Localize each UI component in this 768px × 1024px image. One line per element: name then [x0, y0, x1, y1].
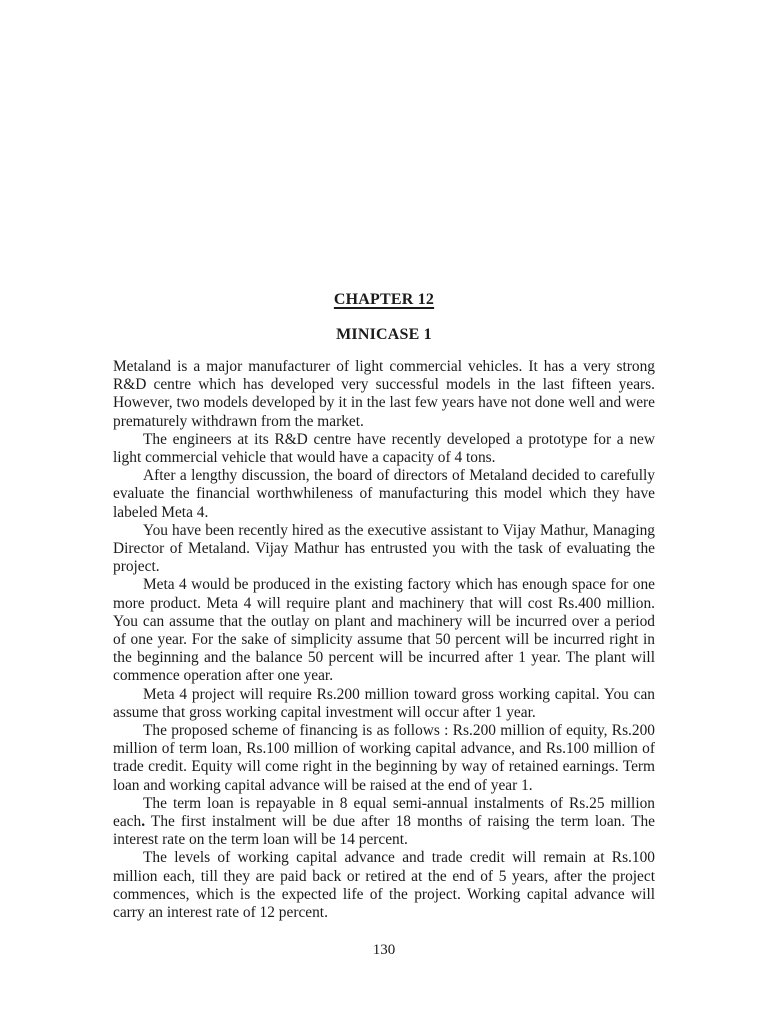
- paragraph: [113, 467, 655, 522]
- paragraph-text-run: The levels of working capital advance and trade credit will remain at Rs.100 million each, till they are paid back or retired at the end of 5 years, after the project commences, which is the expected life of the project. Working capital advance will carry an interest rate of 12 percent.: [113, 849, 655, 922]
- paragraph-text-run: Meta 4 project will require Rs.200 million toward gross working capital. You can assume that gross working capital investment will occur after 1 year.: [113, 685, 655, 721]
- body-paragraphs: [113, 358, 655, 922]
- paragraph-text-run: .: [141, 813, 146, 831]
- paragraph-text-run: Meta 4 would be produced in the existing factory which has enough space for one more product. Meta 4 will require plant and machinery that will cost Rs.400 million. You can assume that the outlay on plant and machinery will be incurred over a period of one year. For the sake of simplicity assume that 50 percent will be incurred right in the beginning and the balance 50 percent will be incurred after 1 year. The plant will commence operation after one year.: [113, 576, 655, 685]
- paragraph: [113, 686, 655, 722]
- paragraph: [113, 849, 655, 922]
- paragraph-text-run: After a lengthy discussion, the board of directors of Metaland decided to carefully evaluate the financial worthwhileness of manufacturing this model which they have labeled Meta 4.: [113, 467, 655, 521]
- page-number: 130: [372, 942, 396, 958]
- paragraph: [113, 722, 655, 795]
- paragraph: [113, 522, 655, 577]
- paragraph: [113, 795, 655, 850]
- paragraph-text-run: The proposed scheme of financing is as follows : Rs.200 million of equity, Rs.200 million of term loan, Rs.100 million of working capital advance, and Rs.100 million of trade credit. Equity will come right in the beginning by way of retained earnings. Term loan and working capital advance will be raised at the end of year 1.: [113, 722, 655, 794]
- minicase-heading: MINICASE 1: [336, 326, 432, 343]
- paragraph-text-run: Metaland is a major manufacturer of light commercial vehicles. It has a very strong R&D centre which has developed very successful models in the last fifteen years. However, two models developed by it in the last few years have not done well and were prematurely withdrawn from the market.: [113, 358, 655, 430]
- paragraph: [113, 358, 655, 431]
- page-content: [113, 291, 655, 922]
- paragraph-text-run: You have been recently hired as the executive assistant to Vijay Mathur, Managing Director of Metaland. Vijay Mathur has entrusted you with the task of evaluating the project.: [113, 521, 655, 576]
- paragraph: [113, 431, 655, 467]
- paragraph-text-run: The first instalment will be due after 18 months of raising the term loan. The interest rate on the term loan will be 14 percent.: [113, 813, 655, 849]
- paragraph-text-run: The term loan is repayable in 8 equal semi-annual instalments of Rs.25 million each: [113, 794, 655, 831]
- paragraph: [113, 576, 655, 685]
- chapter-heading: CHAPTER 12: [333, 291, 435, 308]
- paragraph-text-run: The engineers at its R&D centre have recently developed a prototype for a new light commercial vehicle that would have a capacity of 4 tons.: [113, 430, 655, 467]
